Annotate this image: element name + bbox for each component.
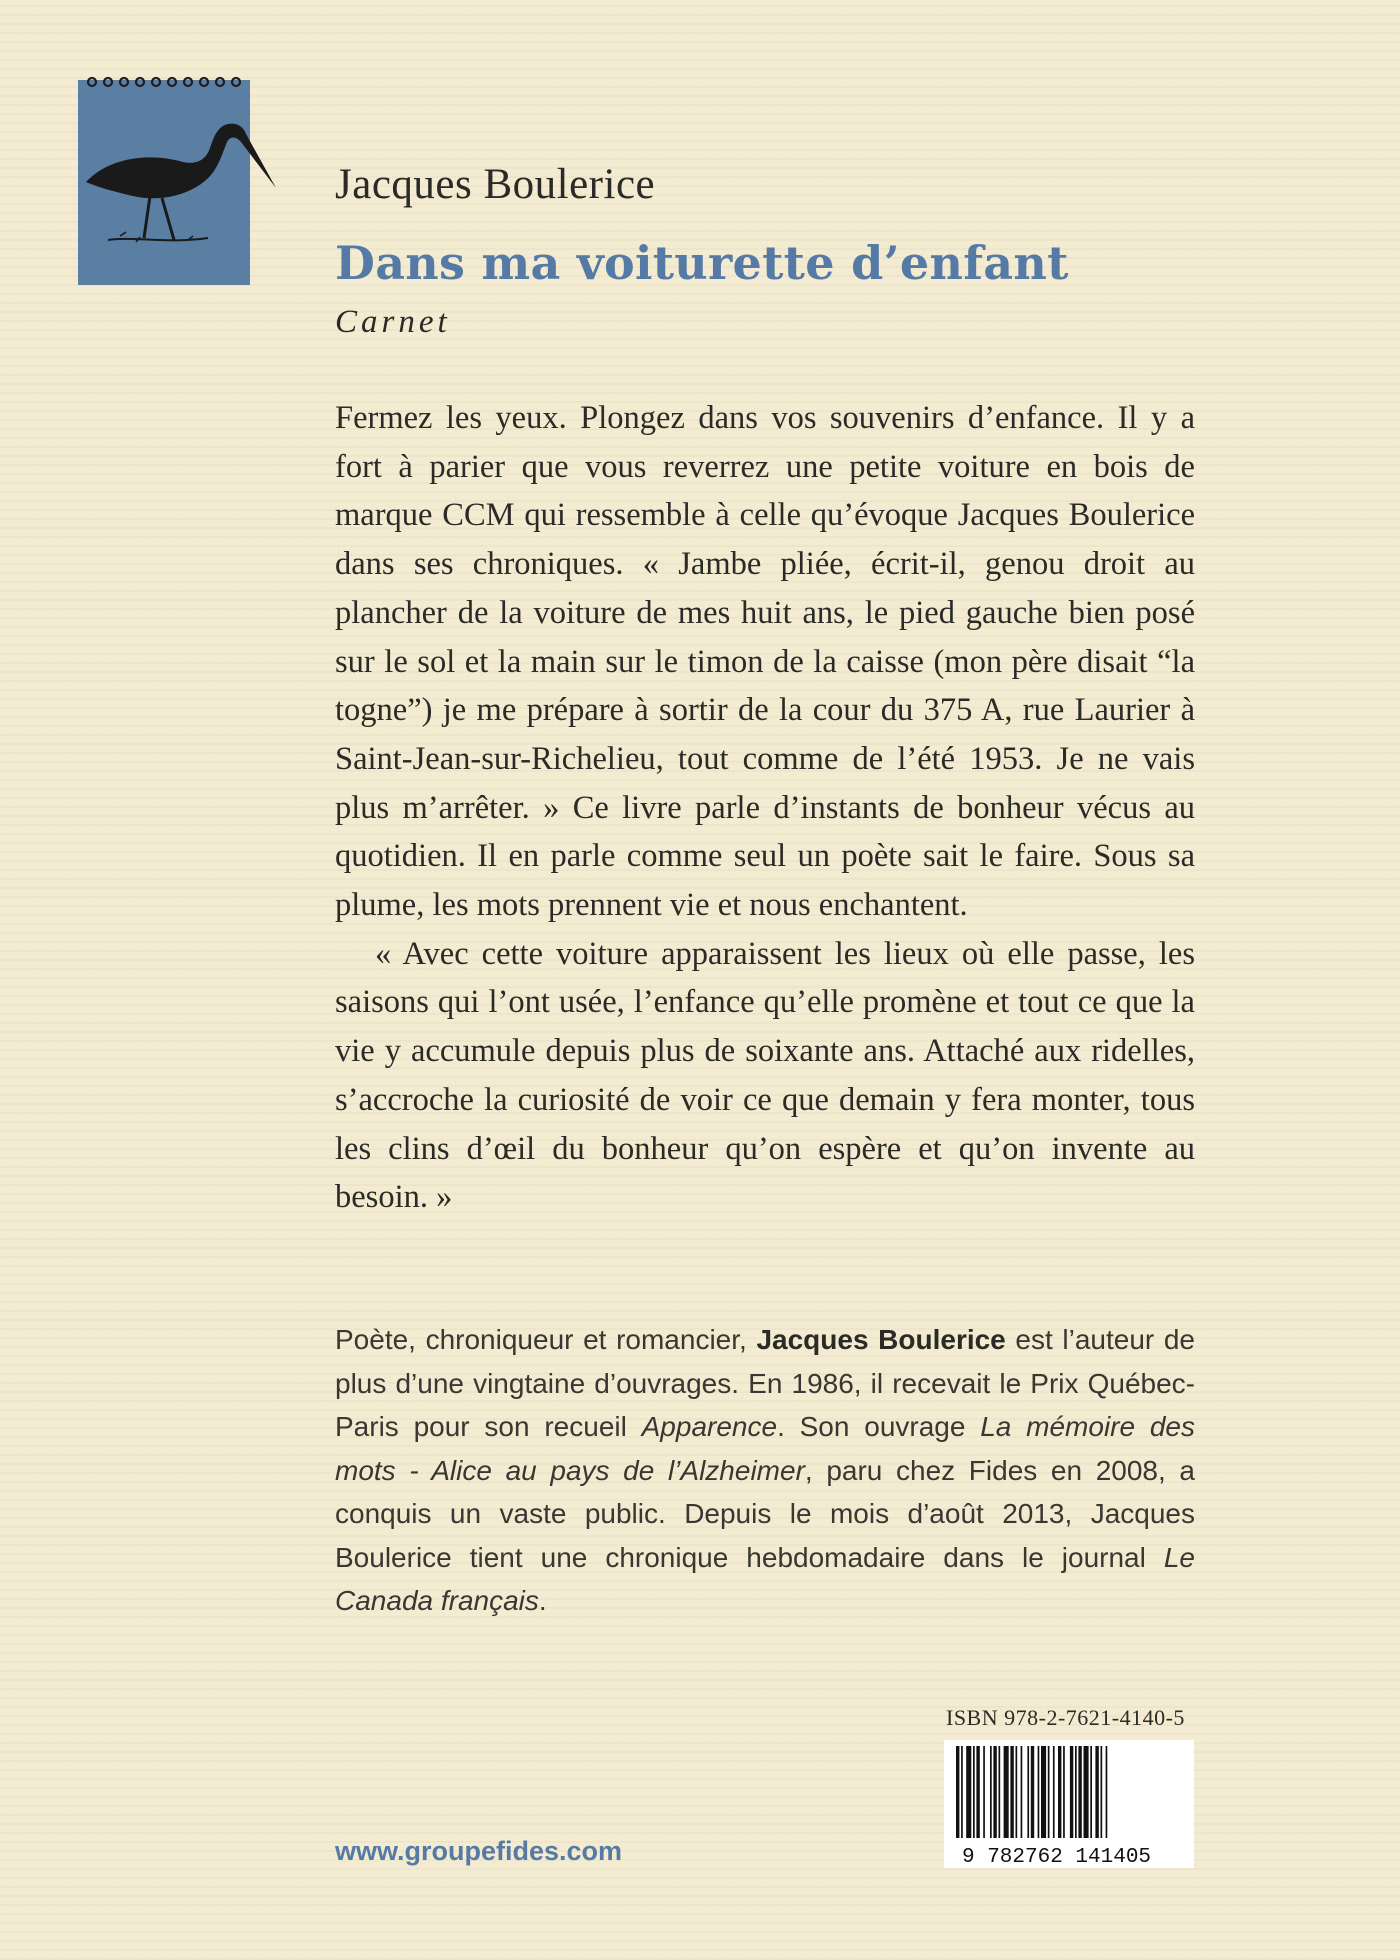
bio-text: Poète, chroniqueur et romancier, xyxy=(335,1324,757,1355)
book-title: Dans ma voiturette d’enfant xyxy=(335,236,1069,290)
bio-book-title: La mémoire des mots - Alice au pays de l’Alzheimer xyxy=(335,1411,1195,1486)
isbn: ISBN 978-2-7621-4140-5 xyxy=(946,1705,1185,1730)
bio-text: . Son ouvrage xyxy=(777,1411,981,1442)
barcode xyxy=(944,1740,1194,1868)
publisher-logo xyxy=(78,70,278,285)
barcode-digits: 9 782762 141405 xyxy=(962,1846,1152,1868)
bio-text: , paru chez Fides en 2008, a conquis un vaste public. Depuis le mois d’août 2013, Jacques Boulerice tient une chronique hebdomadaire dans le journal xyxy=(335,1454,1195,1573)
book-genre: Carnet xyxy=(335,304,451,340)
blurb-paragraph-2: « Avec cette voiture apparaissent les lieux où elle passe, les saisons qui l’ont usée, l’enfance qu’elle promène et tout ce que la vie y accumule depuis plus de soixante ans. Attaché aux ridelles, s’accroche la curiosité de voir ce que demain y fera monter, tous les clins d’œil du bonheur qu’on espère et qu’on invente au besoin. » xyxy=(335,935,1195,1216)
blurb-paragraph-1: Fermez les yeux. Plongez dans vos souvenirs d’enfance. Il y a fort à parier que vous reverrez une petite voiture en bois de marque CCM qui ressemble à celle qu’évoque Jacques Boulerice dans ses chroniques. « Jambe pliée, écrit-il, genou droit au plancher de la voiture de mes huit ans, le pied gauche bien posé sur le sol et la main sur le timon de la caisse (mon père disait “la togne”) je me prépare à sortir de la cour du 375 A, rue Laurier à Saint-Jean-sur-Richelieu, tout comme de l’été 1953. Je ne vais plus m’arrêter. » Ce livre parle d’instants de bonheur vécus au quotidien. Il en parle comme seul un poète sait le faire. Sous sa plume, les mots prennent vie et nous enchantent. xyxy=(335,400,1195,924)
bio-book-title: Apparence xyxy=(641,1411,778,1442)
bio-text: est l’auteur de plus d’une vingtaine d’ouvrages. En 1986, il recevait le Prix Québec-Paris pour son recueil xyxy=(335,1324,1196,1442)
author-bio xyxy=(335,1318,1195,1623)
barcode-graphic xyxy=(944,1740,1194,1868)
publisher-website-link[interactable]: www.groupefides.com xyxy=(335,1836,623,1866)
bio-newspaper-title: Le Canada français xyxy=(335,1541,1195,1616)
author-name: Jacques Boulerice xyxy=(335,161,656,208)
heron-icon xyxy=(78,70,278,285)
bio-text: . xyxy=(538,1585,547,1616)
blurb xyxy=(335,394,1195,1222)
bio-author-name: Jacques Boulerice xyxy=(756,1324,1006,1355)
